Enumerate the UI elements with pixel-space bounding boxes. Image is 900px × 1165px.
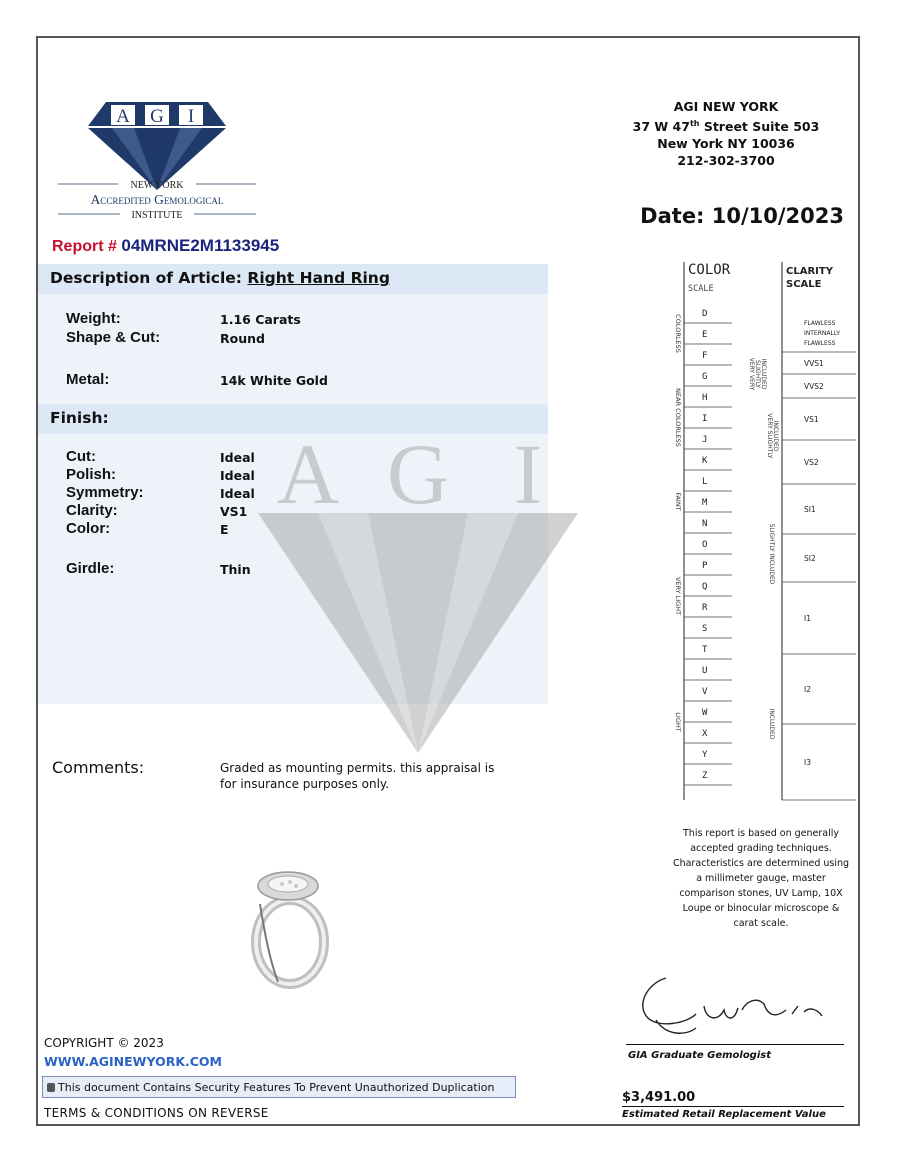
clarity-scale-subtitle: SCALE [786, 279, 822, 290]
security-notice: This document Contains Security Features To Prevent Unauthorized Duplication [42, 1076, 516, 1098]
watermark-letter: A [276, 433, 340, 522]
signature-line [626, 1044, 844, 1045]
clarity-grade: I2 [804, 685, 811, 694]
symmetry-value: Ideal [220, 486, 255, 501]
color-grade: Y [702, 750, 708, 760]
article-type: Right Hand Ring [247, 269, 390, 287]
clarity-group-label: VERY VERY [748, 357, 755, 391]
clarity-scale-title: CLARITY [786, 266, 833, 277]
grading-note: This report is based on generally accepted grading techniques. Characteristics are determined using a millimeter gauge, master comparison stones, UV Lamp, 10X Loupe or binocular microscope & carat scale. [672, 828, 850, 929]
color-grade: I [702, 414, 708, 424]
report-number: Report # 04MRNE2M1133945 [52, 236, 280, 255]
copyright: COPYRIGHT © 2023 [44, 1036, 164, 1050]
description-title: Description of Article: Right Hand Ring [50, 269, 390, 287]
report-date: Date: 10/10/2023 [640, 204, 844, 228]
logo-line2: Accredited Gemological [90, 192, 224, 207]
color-grade: K [702, 456, 708, 466]
color-group-label: COLORLESS [674, 314, 682, 353]
website-link[interactable]: WWW.AGINEWYORK.COM [44, 1054, 222, 1069]
finish-title: Finish: [50, 409, 109, 427]
clarity-grade: SI2 [804, 554, 816, 563]
lock-icon [47, 1083, 55, 1092]
description-band [38, 264, 548, 294]
color-grade: Q [702, 582, 708, 592]
terms-notice: TERMS & CONDITIONS ON REVERSE [44, 1106, 269, 1120]
office-city: New York NY 10036 [657, 136, 795, 152]
color-grade: V [702, 687, 708, 697]
cut-value: Ideal [220, 450, 255, 465]
clarity-grade: FLAWLESS [804, 340, 836, 347]
color-grade: G [702, 372, 708, 382]
diamond-logo-icon [48, 92, 268, 232]
clarity-group-label: VERY SLIGHTLY [766, 413, 773, 459]
grading-scale-chart [666, 254, 856, 814]
logo-letter: A [116, 106, 130, 127]
girdle-value: Thin [220, 562, 251, 577]
appraisal-certificate [36, 36, 860, 1126]
office-phone: 212-302-3700 [677, 153, 775, 169]
office-name: AGI NEW YORK [673, 99, 779, 114]
symmetry-label: Symmetry: [66, 484, 144, 501]
girdle-label: Girdle: [66, 560, 115, 577]
agi-logo [48, 92, 268, 232]
comments-label: Comments: [52, 758, 145, 777]
clarity-grade: VS2 [804, 458, 819, 467]
metal-value: 14k White Gold [220, 373, 328, 388]
color-grade: O [702, 540, 708, 550]
metal-label: Metal: [66, 371, 110, 388]
clarity-grade: I1 [804, 614, 811, 623]
signature-image [626, 966, 846, 1044]
clarity-group-label: INCLUDED [768, 708, 775, 740]
color-grade: P [702, 561, 708, 571]
color-grade: N [702, 519, 708, 529]
color-grade: H [702, 393, 708, 403]
color-scale-title: COLOR [688, 262, 731, 278]
color-grade: W [702, 708, 708, 718]
logo-line1: NEW YORK [130, 180, 184, 191]
color-value: E [220, 522, 229, 537]
office-address [606, 98, 846, 169]
agi-watermark-icon [258, 433, 578, 753]
color-grade: M [702, 498, 708, 508]
color-group-label: LIGHT [674, 712, 682, 732]
color-grade: D [702, 309, 708, 319]
ring-image [238, 864, 338, 994]
color-grade: F [702, 351, 708, 361]
clarity-grade: INTERNALLY [804, 330, 841, 337]
color-grade: R [702, 603, 708, 613]
weight-label: Weight: [66, 310, 121, 327]
clarity-group-label: INCLUDED [760, 358, 767, 390]
finish-band [38, 404, 548, 434]
watermark-letter: G [386, 433, 450, 522]
clarity-grade: I3 [804, 758, 811, 767]
logo-line3: INSTITUTE [131, 210, 183, 221]
color-grade: S [702, 624, 708, 634]
logo-letter: G [150, 106, 164, 127]
clarity-grade: SI1 [804, 505, 816, 514]
color-label: Color: [66, 520, 111, 537]
color-grade: U [702, 666, 708, 676]
clarity-grade: FLAWLESS [804, 320, 836, 327]
logo-letter: I [187, 106, 195, 127]
color-group-label: VERY LIGHT [674, 576, 682, 616]
color-grade: E [702, 330, 708, 340]
replacement-value: $3,491.00 [622, 1090, 696, 1105]
office-street: 37 W 47th Street Suite 503 [632, 119, 820, 135]
signer-title: GIA Graduate Gemologist [628, 1050, 772, 1061]
shape-value: Round [220, 331, 265, 346]
color-scale-subtitle: SCALE [688, 284, 714, 294]
polish-label: Polish: [66, 466, 117, 483]
color-grade: Z [702, 771, 708, 781]
clarity-grade: VVS1 [804, 359, 824, 368]
color-group-label: NEAR COLORLESS [674, 388, 682, 447]
cut-label: Cut: [66, 448, 96, 465]
clarity-value: VS1 [220, 504, 248, 519]
color-grade: T [702, 645, 708, 655]
clarity-grade: VS1 [804, 415, 819, 424]
polish-value: Ideal [220, 468, 255, 483]
watermark-letter: I [513, 433, 543, 522]
weight-value: 1.16 Carats [220, 312, 301, 327]
clarity-group-label: SLIGHTLY [754, 360, 761, 388]
color-group-label: FAINT [674, 492, 682, 511]
clarity-group-label: INCLUDED [772, 420, 779, 452]
color-grade: X [702, 729, 708, 739]
clarity-group-label: SLIGHTLY INCLUDED [768, 523, 775, 585]
replacement-value-label: Estimated Retail Replacement Value [622, 1109, 826, 1120]
valuation-line [622, 1106, 844, 1107]
color-grade: J [702, 435, 708, 445]
clarity-grade: VVS2 [804, 382, 824, 391]
color-grade: L [702, 477, 708, 487]
comments-text: Graded as mounting permits. this appraisal is for insurance purposes only. [220, 761, 495, 791]
clarity-label: Clarity: [66, 502, 118, 519]
shape-label: Shape & Cut: [66, 329, 161, 346]
